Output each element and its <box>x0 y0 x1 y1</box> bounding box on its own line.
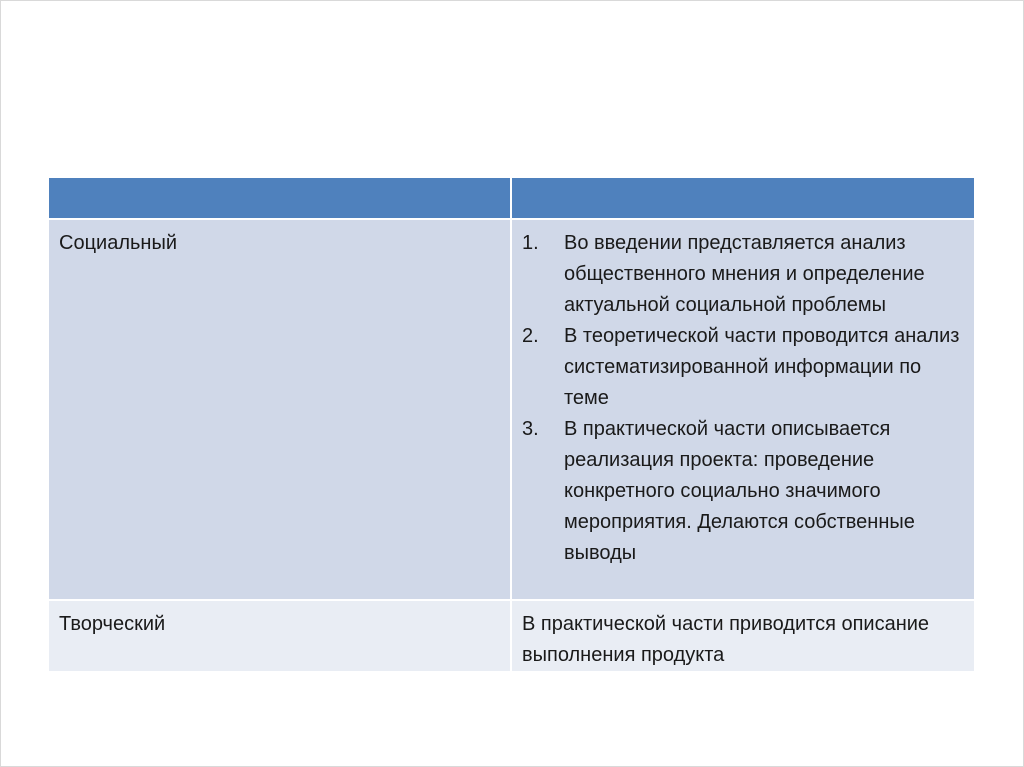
list-item-number: 1. <box>522 232 539 254</box>
steps-list <box>522 228 962 569</box>
row-label-creative: Творческий <box>49 601 510 671</box>
row-content-creative: В практической части приводится описание выполнения продукта <box>512 601 974 671</box>
list-item-number: 2. <box>522 325 539 347</box>
list-item <box>522 414 962 569</box>
list-item-text: В теоретической части проводится анализ систематизированной информации по теме <box>564 325 960 409</box>
list-item-text: Во введении представляется анализ общественного мнения и определение актуальной социальной проблемы <box>564 232 925 316</box>
table-header-cell-1 <box>49 178 510 218</box>
table-header-cell-2 <box>512 178 974 218</box>
list-item <box>522 228 962 321</box>
project-types-table <box>49 178 974 671</box>
list-item-number: 3. <box>522 418 539 440</box>
row-content-social <box>512 220 974 599</box>
list-item <box>522 321 962 414</box>
list-item-text: В практической части описывается реализация проекта: проведение конкретного социально значимого мероприятия. Делаются собственные выводы <box>564 418 915 564</box>
row-label-social: Социальный <box>49 220 510 599</box>
